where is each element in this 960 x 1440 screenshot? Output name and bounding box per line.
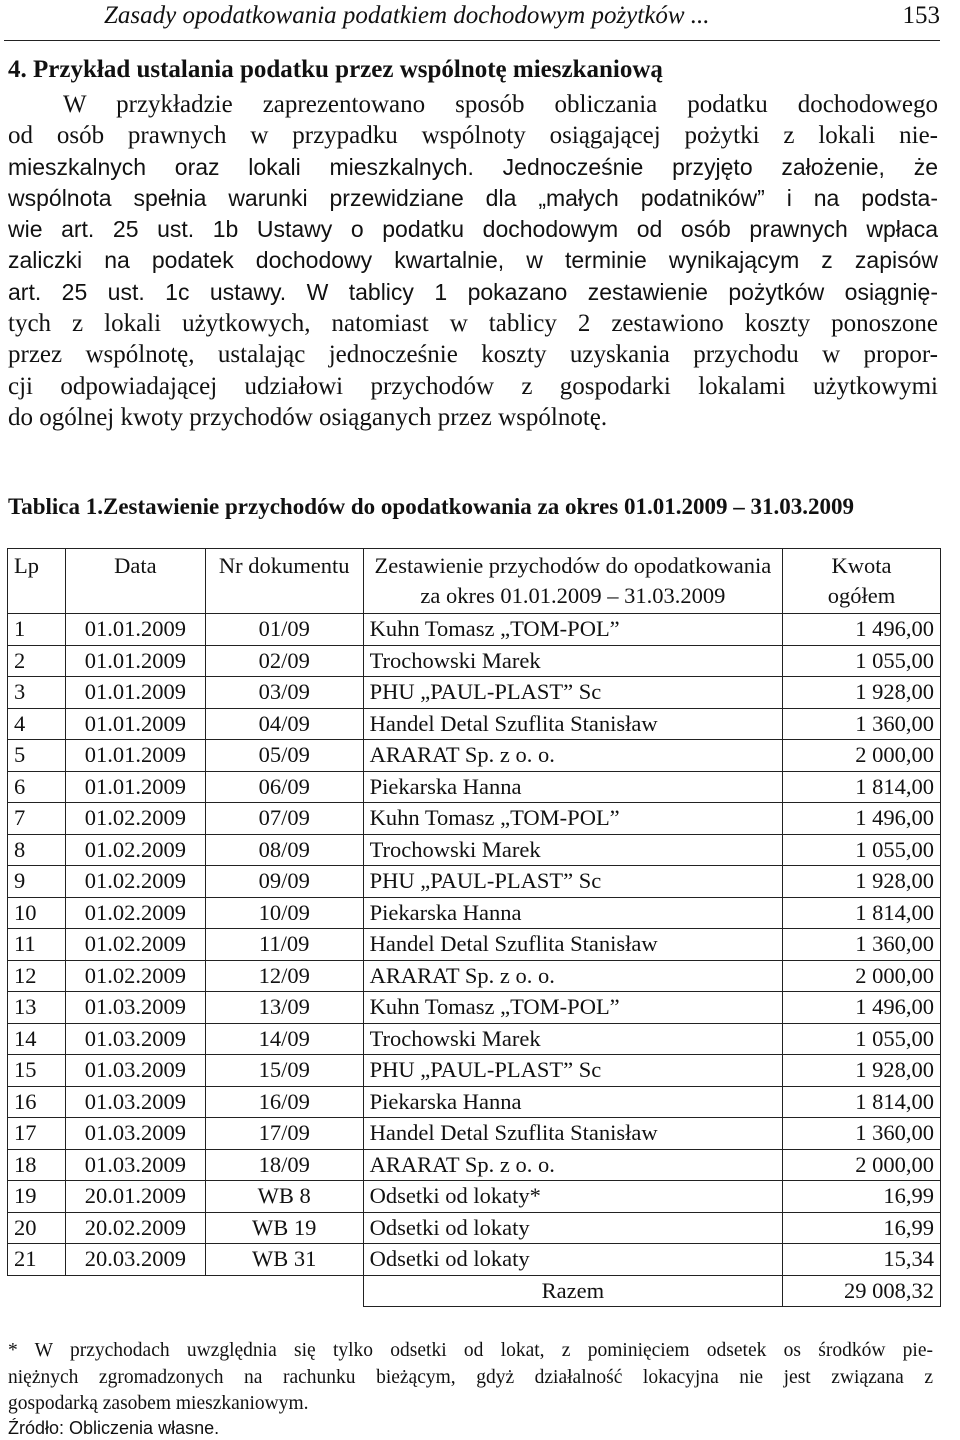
table-row bbox=[8, 614, 941, 646]
total-value: 29 008,32 bbox=[783, 1275, 941, 1307]
cell-description: Kuhn Tomasz „TOM-POL” bbox=[363, 803, 783, 835]
cell-lp: 8 bbox=[8, 834, 66, 866]
cell-description: Trochowski Marek bbox=[363, 834, 783, 866]
page-number: 153 bbox=[902, 2, 940, 29]
paragraph-line: W przykładzie zaprezentowano sposób obliczania podatku dochodowego bbox=[63, 91, 938, 118]
cell-lp: 14 bbox=[8, 1023, 66, 1055]
cell-description: Odsetki od lokaty bbox=[363, 1244, 783, 1276]
table-row bbox=[8, 897, 941, 929]
cell-date: 01.01.2009 bbox=[65, 614, 205, 646]
cell-description: ARARAT Sp. z o. o. bbox=[363, 960, 783, 992]
cell-amount: 1 055,00 bbox=[783, 834, 941, 866]
cell-date: 01.02.2009 bbox=[65, 834, 205, 866]
cell-description: PHU „PAUL-PLAST” Sc bbox=[363, 677, 783, 709]
paragraph-line: art. 25 ust. 1c ustawy. W tablicy 1 pokazano zestawienie pożytków osiągnię- bbox=[8, 278, 938, 305]
footnote-line: * W przychodach uwzględnia się tylko odsetki od lokat, z pominięciem odsetek os środków pie- bbox=[8, 1340, 933, 1361]
cell-description: ARARAT Sp. z o. o. bbox=[363, 740, 783, 772]
paragraph-line: od osób prawnych w przypadku wspólnoty osiągającej pożytki z lokali nie- bbox=[8, 122, 938, 150]
cell-date: 01.01.2009 bbox=[65, 677, 205, 709]
column-header-lp: Lp bbox=[8, 549, 66, 614]
cell-date: 01.01.2009 bbox=[65, 771, 205, 803]
table-row bbox=[8, 708, 941, 740]
cell-date: 01.03.2009 bbox=[65, 1118, 205, 1150]
cell-doc-number: 07/09 bbox=[205, 803, 363, 835]
cell-date: 20.02.2009 bbox=[65, 1212, 205, 1244]
table-row bbox=[8, 1149, 941, 1181]
cell-amount: 1 360,00 bbox=[783, 1118, 941, 1150]
cell-doc-number: 15/09 bbox=[205, 1055, 363, 1087]
table-row bbox=[8, 803, 941, 835]
cell-lp: 11 bbox=[8, 929, 66, 961]
cell-doc-number: WB 19 bbox=[205, 1212, 363, 1244]
paragraph-line: zaliczki na podatek dochodowy kwartalnie, w terminie wynikającym z zapisów bbox=[8, 247, 938, 274]
cell-doc-number: 13/09 bbox=[205, 992, 363, 1024]
cell-doc-number: 12/09 bbox=[205, 960, 363, 992]
cell-amount: 2 000,00 bbox=[783, 1149, 941, 1181]
cell-description: ARARAT Sp. z o. o. bbox=[363, 1149, 783, 1181]
cell-date: 20.03.2009 bbox=[65, 1244, 205, 1276]
table-row bbox=[8, 866, 941, 898]
cell-doc-number: 02/09 bbox=[205, 645, 363, 677]
cell-description: Piekarska Hanna bbox=[363, 771, 783, 803]
cell-lp: 10 bbox=[8, 897, 66, 929]
table-row bbox=[8, 992, 941, 1024]
table-row bbox=[8, 1181, 941, 1213]
footnote bbox=[8, 1338, 933, 1418]
cell-description: Odsetki od lokaty* bbox=[363, 1181, 783, 1213]
source-note: Źródło: Obliczenia własne. bbox=[8, 1418, 220, 1438]
cell-lp: 5 bbox=[8, 740, 66, 772]
table-title: Tablica 1.Zestawienie przychodów do opodatkowania za okres 01.01.2009 – 31.03.2009 bbox=[8, 494, 854, 519]
table-row bbox=[8, 677, 941, 709]
cell-amount: 1 496,00 bbox=[783, 803, 941, 835]
footnote-line: niężnych zgromadzonych na rachunku bieżącym, gdyż działalność lokacyjna nie jest związana z bbox=[8, 1366, 933, 1388]
cell-lp: 13 bbox=[8, 992, 66, 1024]
table-header-row bbox=[8, 549, 941, 614]
cell-description: Kuhn Tomasz „TOM-POL” bbox=[363, 614, 783, 646]
cell-description: Piekarska Hanna bbox=[363, 1086, 783, 1118]
table-row bbox=[8, 1118, 941, 1150]
cell-date: 01.03.2009 bbox=[65, 1023, 205, 1055]
cell-date: 01.03.2009 bbox=[65, 1055, 205, 1087]
cell-amount: 1 360,00 bbox=[783, 708, 941, 740]
cell-date: 01.01.2009 bbox=[65, 645, 205, 677]
footnote-line: gospodarką zasobem mieszkaniowym. bbox=[8, 1393, 309, 1414]
running-header bbox=[4, 0, 940, 41]
total-row bbox=[8, 1275, 941, 1307]
paragraph-line: wie art. 25 ust. 1b Ustawy o podatku dochodowym od osób prawnych wpłaca bbox=[8, 216, 938, 243]
cell-amount: 1 496,00 bbox=[783, 614, 941, 646]
cell-lp: 20 bbox=[8, 1212, 66, 1244]
cell-lp: 19 bbox=[8, 1181, 66, 1213]
cell-date: 01.02.2009 bbox=[65, 897, 205, 929]
cell-doc-number: 04/09 bbox=[205, 708, 363, 740]
cell-lp: 9 bbox=[8, 866, 66, 898]
cell-description: PHU „PAUL-PLAST” Sc bbox=[363, 1055, 783, 1087]
cell-lp: 6 bbox=[8, 771, 66, 803]
cell-doc-number: 11/09 bbox=[205, 929, 363, 961]
cell-date: 01.01.2009 bbox=[65, 740, 205, 772]
cell-amount: 2 000,00 bbox=[783, 740, 941, 772]
cell-doc-number: 06/09 bbox=[205, 771, 363, 803]
cell-amount: 1 928,00 bbox=[783, 677, 941, 709]
cell-lp: 18 bbox=[8, 1149, 66, 1181]
cell-amount: 1 814,00 bbox=[783, 771, 941, 803]
cell-doc-number: 03/09 bbox=[205, 677, 363, 709]
table-row bbox=[8, 771, 941, 803]
cell-description: Handel Detal Szuflita Stanisław bbox=[363, 708, 783, 740]
table-row bbox=[8, 645, 941, 677]
cell-lp: 12 bbox=[8, 960, 66, 992]
paragraph-line: wspólnota spełnia warunki przewidziane dla „małych podatników” i na podsta- bbox=[8, 184, 938, 211]
cell-description: Trochowski Marek bbox=[363, 645, 783, 677]
cell-doc-number: 08/09 bbox=[205, 834, 363, 866]
cell-lp: 7 bbox=[8, 803, 66, 835]
column-header-description: Zestawienie przychodów do opodatkowania za okres 01.01.2009 – 31.03.2009 bbox=[363, 549, 783, 614]
cell-description: PHU „PAUL-PLAST” Sc bbox=[363, 866, 783, 898]
cell-date: 01.02.2009 bbox=[65, 803, 205, 835]
cell-description: Trochowski Marek bbox=[363, 1023, 783, 1055]
cell-doc-number: WB 8 bbox=[205, 1181, 363, 1213]
cell-amount: 2 000,00 bbox=[783, 960, 941, 992]
cell-lp: 17 bbox=[8, 1118, 66, 1150]
paragraph-line: mieszkalnych oraz lokali mieszkalnych. Jednocześnie przyjęto założenie, że bbox=[8, 153, 938, 180]
table-row bbox=[8, 1244, 941, 1276]
cell-doc-number: 01/09 bbox=[205, 614, 363, 646]
cell-lp: 16 bbox=[8, 1086, 66, 1118]
column-header-amount: Kwota ogółem bbox=[783, 549, 941, 614]
paragraph-line: do ogólnej kwoty przychodów osiąganych przez wspólnotę. bbox=[8, 403, 608, 431]
paragraph-line: tych z lokali użytkowych, natomiast w tablicy 2 zestawiono koszty ponoszone bbox=[8, 310, 938, 338]
cell-description: Kuhn Tomasz „TOM-POL” bbox=[363, 992, 783, 1024]
cell-amount: 1 055,00 bbox=[783, 645, 941, 677]
section-heading: 4. Przykład ustalania podatku przez wspólnotę mieszkaniową bbox=[8, 56, 663, 83]
revenue-table bbox=[7, 548, 941, 1307]
cell-lp: 21 bbox=[8, 1244, 66, 1276]
cell-description: Odsetki od lokaty bbox=[363, 1212, 783, 1244]
cell-lp: 1 bbox=[8, 614, 66, 646]
cell-description: Handel Detal Szuflita Stanisław bbox=[363, 929, 783, 961]
cell-doc-number: 05/09 bbox=[205, 740, 363, 772]
cell-lp: 4 bbox=[8, 708, 66, 740]
cell-date: 01.02.2009 bbox=[65, 929, 205, 961]
table-row bbox=[8, 960, 941, 992]
table-row bbox=[8, 1023, 941, 1055]
cell-date: 01.02.2009 bbox=[65, 960, 205, 992]
paragraph-line: cji odpowiadającej udziałowi przychodów z gospodarki lokalami użytkowymi bbox=[8, 372, 938, 400]
cell-lp: 2 bbox=[8, 645, 66, 677]
cell-description: Piekarska Hanna bbox=[363, 897, 783, 929]
total-row-spacer bbox=[8, 1275, 364, 1307]
cell-date: 01.01.2009 bbox=[65, 708, 205, 740]
cell-doc-number: 16/09 bbox=[205, 1086, 363, 1118]
cell-amount: 1 928,00 bbox=[783, 866, 941, 898]
table-body bbox=[8, 614, 941, 1307]
cell-amount: 1 814,00 bbox=[783, 897, 941, 929]
cell-date: 20.01.2009 bbox=[65, 1181, 205, 1213]
cell-date: 01.02.2009 bbox=[65, 866, 205, 898]
body-paragraph bbox=[8, 89, 938, 433]
cell-amount: 16,99 bbox=[783, 1212, 941, 1244]
cell-amount: 1 496,00 bbox=[783, 992, 941, 1024]
table-row bbox=[8, 1212, 941, 1244]
table-row bbox=[8, 834, 941, 866]
column-header-nr: Nr dokumentu bbox=[205, 549, 363, 614]
cell-amount: 16,99 bbox=[783, 1181, 941, 1213]
paragraph-line: przez wspólnotę, ustalając jednocześnie koszty uzyskania przychodu w propor- bbox=[8, 341, 938, 369]
table-row bbox=[8, 929, 941, 961]
table-row bbox=[8, 1086, 941, 1118]
cell-doc-number: WB 31 bbox=[205, 1244, 363, 1276]
cell-description: Handel Detal Szuflita Stanisław bbox=[363, 1118, 783, 1150]
table-row bbox=[8, 1055, 941, 1087]
cell-amount: 1 360,00 bbox=[783, 929, 941, 961]
cell-lp: 3 bbox=[8, 677, 66, 709]
cell-doc-number: 10/09 bbox=[205, 897, 363, 929]
cell-lp: 15 bbox=[8, 1055, 66, 1087]
cell-doc-number: 09/09 bbox=[205, 866, 363, 898]
cell-date: 01.03.2009 bbox=[65, 992, 205, 1024]
cell-amount: 1 814,00 bbox=[783, 1086, 941, 1118]
cell-amount: 15,34 bbox=[783, 1244, 941, 1276]
header-title: Zasady opodatkowania podatkiem dochodowym pożytków ... bbox=[104, 2, 710, 29]
cell-amount: 1 928,00 bbox=[783, 1055, 941, 1087]
cell-date: 01.03.2009 bbox=[65, 1086, 205, 1118]
cell-doc-number: 14/09 bbox=[205, 1023, 363, 1055]
cell-doc-number: 18/09 bbox=[205, 1149, 363, 1181]
column-header-data: Data bbox=[65, 549, 205, 614]
total-label: Razem bbox=[363, 1275, 783, 1307]
cell-amount: 1 055,00 bbox=[783, 1023, 941, 1055]
cell-doc-number: 17/09 bbox=[205, 1118, 363, 1150]
table-row bbox=[8, 740, 941, 772]
cell-date: 01.03.2009 bbox=[65, 1149, 205, 1181]
